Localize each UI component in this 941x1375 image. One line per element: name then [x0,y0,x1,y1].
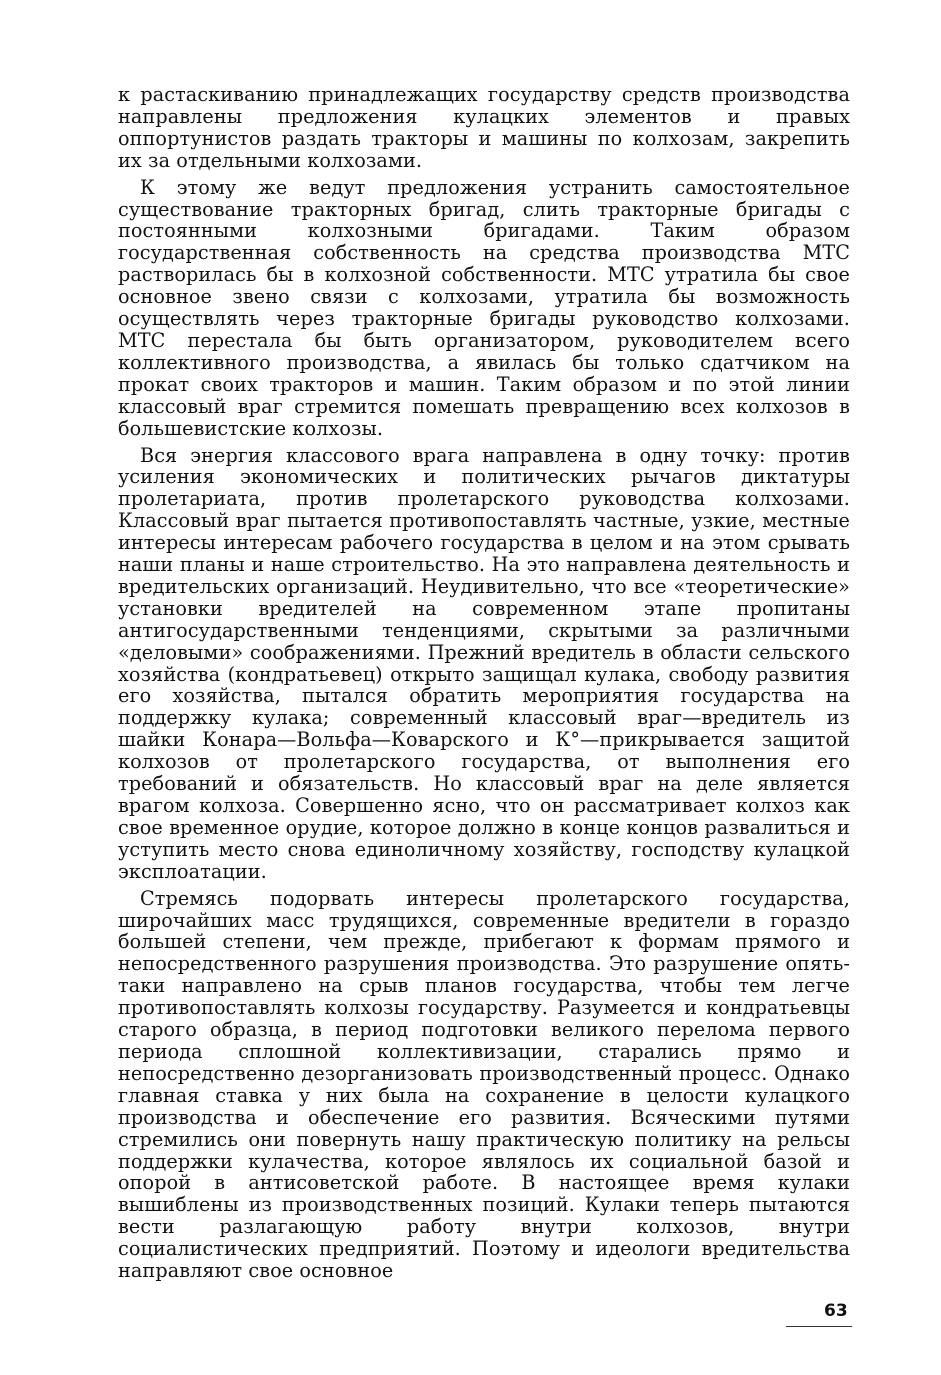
page-number-rule [786,1326,852,1327]
paragraph-3: Вся энергия классового врага направлена в одну точку: против усиления экономических и политических рычагов диктатуры пролетариата, против пролетарского руководства колхозами. Классовый враг пытается противопоставлять частные, узкие, местные интересы интересам рабочего государства в целом и на этом срывать наши планы и наше строительство. На это направлена деятельность и вредительских организаций. Неудивительно, что все «теоретические» установки вредителей на современном этапе пропитаны антигосударственными тенденциями, скрытыми за различными «деловыми» соображениями. Прежний вредитель в области сельского хозяйства (кондратьевец) открыто защищал кулака, свободу развития его хозяйства, пытался обратить мероприятия государства на поддержку кулака; современный классовый враг—вредитель из шайки Конара—Вольфа—Коварского и К°—прикрывается защитой колхозов от пролетарского государства, от выполнения его требований и обязательств. Но классовый враг на деле является врагом колхоза. Совершенно ясно, что он рассматривает колхоз как свое временное орудие, которое должно в конце концов развалиться и уступить место снова единоличному хозяйству, господству кулацкой эксплоатации. [118,443,850,883]
paragraph-2: К этому же ведут предложения устранить самостоятельное существование тракторных бригад, слить тракторные бригады с постоянными колхозными бригадами. Таким образом государственная собственность на средства производства МТС растворилась бы в колхозной собственности. МТС утратила бы свое основное звено связи с колхозами, утратила бы возможность осуществлять через тракторные бригады руководство колхозами. МТС перестала бы быть организатором, руководителем всего коллективного производства, а явилась бы только сдатчиком на прокат своих тракторов и машин. Таким образом и по этой линии классовый враг стремится помешать превращению всех колхозов в большевистские колхозы. [118,175,850,440]
page-body [118,84,850,1287]
page-number: 63 [824,1301,848,1321]
paragraph-4: Стремясь подорвать интересы пролетарского государства, широчайших масс трудящихся, современные вредители в гораздо большей степени, чем прежде, прибегают к формам прямого и непосредственного разрушения производства. Это разрушение опять-таки направлено на срыв планов государства, чтобы тем легче противопоставлять колхозы государству. Разумеется и кондратьевцы старого образца, в период подготовки великого перелома первого периода сплошной коллективизации, старались прямо и непосредственно дезорганизовать производственный процесс. Однако главная ставка у них была на сохранение в целости кулацкого производства и обеспечение его развития. Всяческими путями стремились они повернуть нашу практическую политику на рельсы поддержки кулачества, которое являлось их социальной базой и опорой в антисоветской работе. В настоящее время кулаки вышиблены из производственных позиций. Кулаки теперь пытаются вести разлагающую работу внутри колхозов, внутри социалистических предприятий. Поэтому и идеологи вредительства направляют свое основное [118,886,850,1283]
paragraph-1: к растаскиванию принадлежащих государству средств производства направлены предложения кулацких элементов и правых оппортунистов раздать тракторы и машины по колхозам, закрепить их за отдельными колхозами. [118,83,850,172]
